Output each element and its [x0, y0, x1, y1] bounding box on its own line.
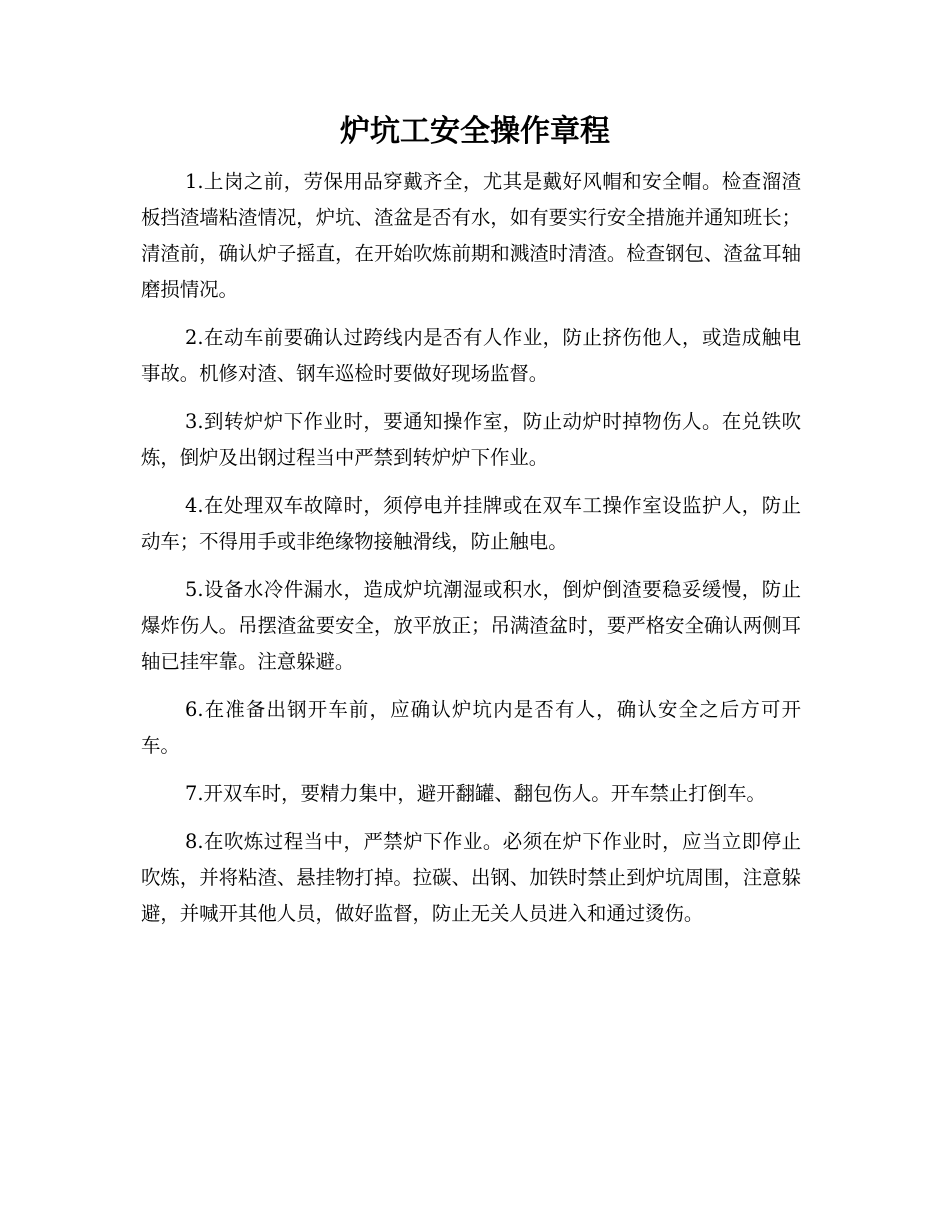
paragraph-2: 2.在动车前要确认过跨线内是否有人作业，防止挤伤他人，或造成触电事故。机修对渣、钢车巡检时要做好现场监督。	[141, 326, 801, 385]
paragraph-4: 4.在处理双车故障时，须停电并挂牌或在双车工操作室设监护人，防止动车；不得用手或非绝缘物接触滑线，防止触电。	[141, 494, 801, 553]
paragraph-3: 3.到转炉炉下作业时，要通知操作室，防止动炉时掉物伤人。在兑铁吹炼，倒炉及出钢过程当中严禁到转炉炉下作业。	[141, 410, 801, 469]
document-title: 炉坑工安全操作章程	[340, 114, 610, 149]
paragraph-5: 5.设备水冷件漏水，造成炉坑潮湿或积水，倒炉倒渣要稳妥缓慢，防止爆炸伤人。吊摆渣盆要安全，放平放正；吊满渣盆时，要严格安全确认两侧耳轴已挂牢靠。注意躲避。	[141, 578, 801, 673]
paragraph-6: 6.在准备出钢开车前，应确认炉坑内是否有人，确认安全之后方可开车。	[141, 698, 801, 757]
paragraph-1: 1.上岗之前，劳保用品穿戴齐全，尤其是戴好风帽和安全帽。检查溜渣板挡渣墙粘渣情况，炉坑、渣盆是否有水，如有要实行安全措施并通知班长；清渣前，确认炉子摇直，在开始吹炼前期和溅渣时清渣。检查钢包、渣盆耳轴磨损情况。	[141, 170, 801, 301]
paragraph-7: 7.开双车时，要精力集中，避开翻罐、翻包伤人。开车禁止打倒车。	[185, 782, 766, 805]
document-body	[141, 164, 801, 944]
paragraph-8: 8.在吹炼过程当中，严禁炉下作业。必须在炉下作业时，应当立即停止吹炼，并将粘渣、悬挂物打掉。拉碳、出钢、加铁时禁止到炉坑周围，注意躲避，并喊开其他人员，做好监督，防止无关人员进入和通过烫伤。	[141, 830, 801, 925]
